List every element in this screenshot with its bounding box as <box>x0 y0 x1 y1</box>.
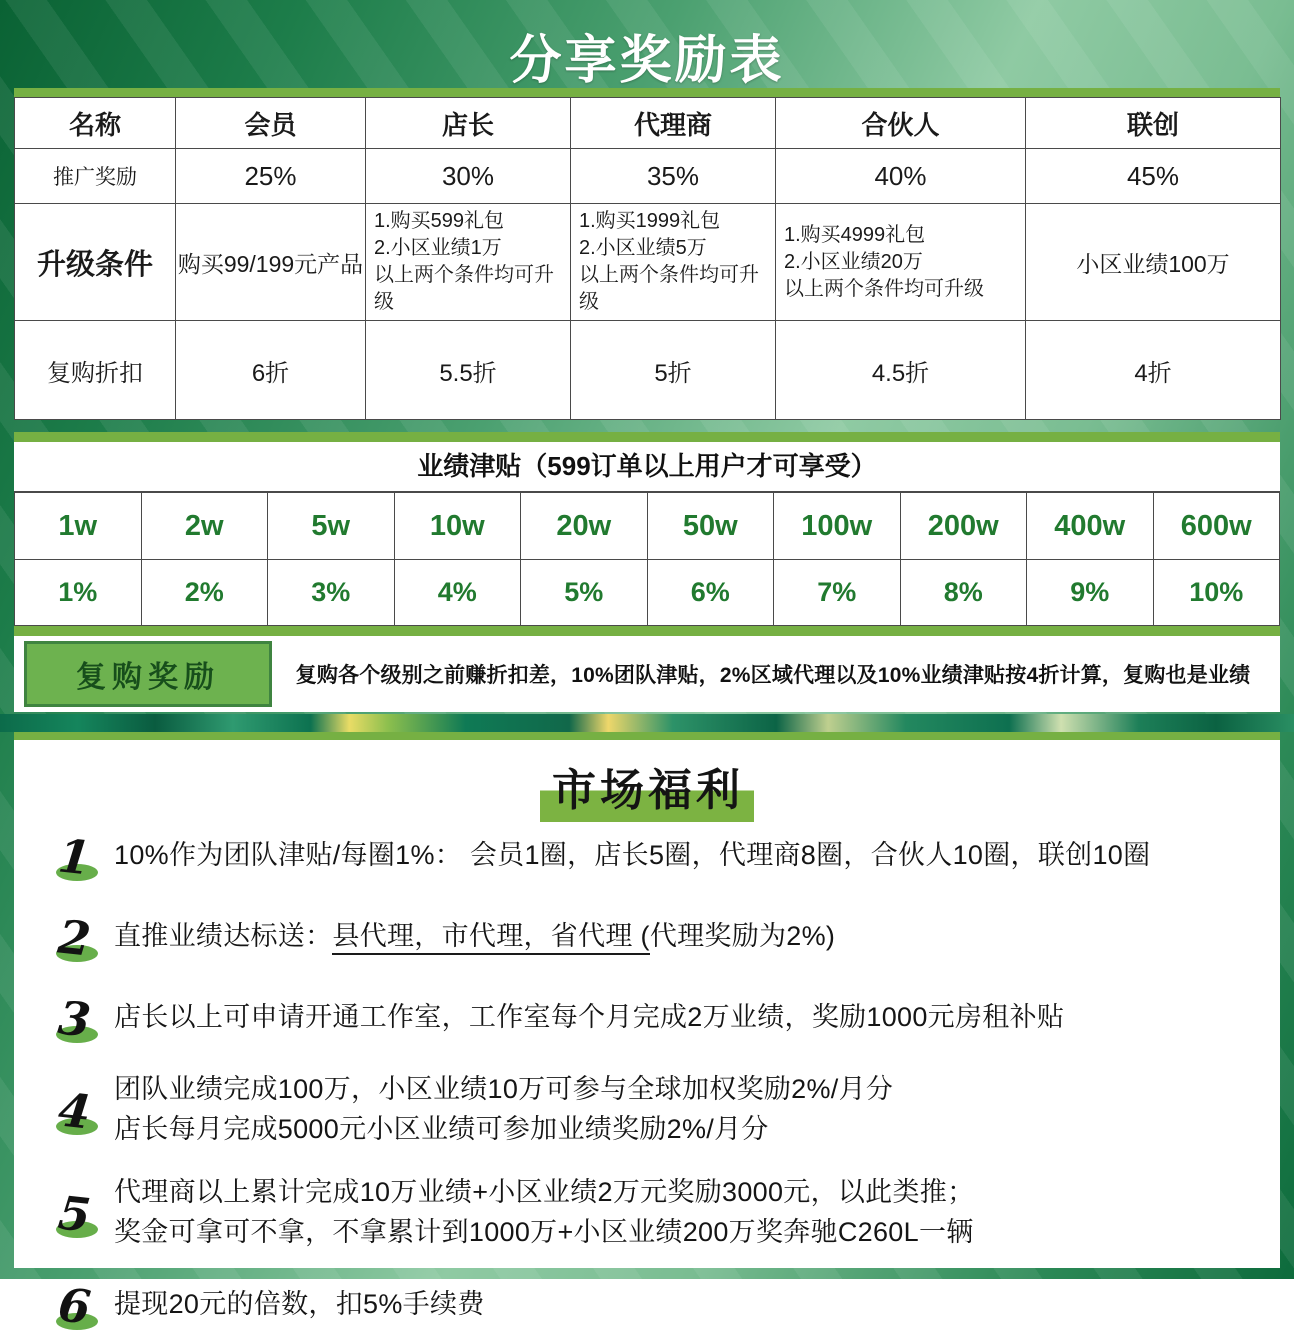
header-store-manager: 店长 <box>366 98 571 149</box>
item-text <box>114 1172 974 1252</box>
rate-cell: 3% <box>268 560 395 626</box>
tier-cell: 20w <box>521 493 648 560</box>
upgrade-partner <box>776 204 1026 321</box>
rate-cell: 6% <box>647 560 774 626</box>
rate-cell: 9% <box>1027 560 1154 626</box>
upgrade-line: 1.购买4999礼包 <box>784 223 926 246</box>
item-number: 3 <box>55 990 94 1048</box>
accent-bar <box>14 432 1280 442</box>
header-partner: 合伙人 <box>776 98 1026 149</box>
number-5-icon <box>54 1183 100 1241</box>
header-name: 名称 <box>15 98 176 149</box>
promo-reward-row <box>15 149 1281 204</box>
upgrade-cofounder: 小区业绩100万 <box>1026 204 1281 321</box>
tier-cell: 2w <box>141 493 268 560</box>
number-2-icon <box>54 907 100 965</box>
upgrade-line: 2.小区业绩1万 <box>374 237 502 259</box>
allowance-rate-row <box>15 560 1280 626</box>
item-text-line: 奖金可拿可不拿，不拿累计到1000万+小区业绩200万奖奔驰C260L一辆 <box>114 1217 974 1247</box>
item-text-line: 团队业绩完成100万，小区业绩10万可参与全球加权奖励2%/月分 <box>114 1074 894 1104</box>
item-text-line: 店长每月完成5000元小区业绩可参加业绩奖励2%/月分 <box>114 1114 769 1144</box>
upgrade-line: 2.小区业绩5万 <box>579 237 707 259</box>
allowance-table <box>14 492 1280 626</box>
upgrade-member: 购买99/199元产品 <box>176 204 366 321</box>
tier-cell: 10w <box>394 493 521 560</box>
discount-row-label: 复购折扣 <box>15 321 176 420</box>
item-text-line: 代理商以上累计完成10万业绩+小区业绩2万元奖励3000元，以此类推； <box>114 1177 975 1207</box>
item-text: 10%作为团队津贴/每圈1%： 会员1圈，店长5圈，代理商8圈，合伙人10圈，联创10圈 <box>114 840 1151 870</box>
header-cofounder: 联创 <box>1026 98 1281 149</box>
item-number: 2 <box>55 909 94 967</box>
tier-cell: 600w <box>1153 493 1280 560</box>
rate-cell: 1% <box>15 560 142 626</box>
rate-cell: 10% <box>1153 560 1280 626</box>
upgrade-line: 1.购买1999礼包 <box>579 210 721 232</box>
item-number: 4 <box>55 1082 94 1140</box>
item-number: 1 <box>55 828 94 886</box>
rank-table-header-row <box>15 98 1281 149</box>
promo-row-label: 推广奖励 <box>15 149 176 204</box>
rate-cell: 7% <box>774 560 901 626</box>
promo-cofounder: 45% <box>1026 149 1281 204</box>
tier-cell: 200w <box>900 493 1027 560</box>
upgrade-store-manager <box>366 204 571 321</box>
repurchase-discount-row <box>15 321 1281 420</box>
item-text: 店长以上可申请开通工作室，工作室每个月完成2万业绩，奖励1000元房租补贴 <box>114 1002 1065 1032</box>
rank-table-panel <box>14 88 1280 420</box>
number-4-icon <box>54 1080 100 1138</box>
page-title: 分享奖励表 <box>509 32 785 90</box>
rate-cell: 4% <box>394 560 521 626</box>
number-1-icon <box>54 826 100 884</box>
item-text <box>114 916 835 956</box>
allowance-tier-row <box>15 493 1280 560</box>
promo-agent: 35% <box>571 149 776 204</box>
repurchase-description: 复购各个级别之前赚折扣差，10%团队津贴，2%区域代理以及10%业绩津贴按4折计算，复购也是业绩 <box>295 664 1251 687</box>
market-benefit-list <box>14 812 1280 1333</box>
allowance-title: 业绩津贴（599订单以上用户才可享受） <box>14 442 1280 492</box>
discount-store-manager: 5.5折 <box>366 321 571 420</box>
item-text-prefix: 直推业绩达标送： <box>114 921 333 951</box>
list-item-4 <box>54 1069 1250 1149</box>
list-item-1 <box>54 826 1250 884</box>
market-title-wrap <box>14 740 1280 815</box>
number-6-icon <box>54 1275 100 1333</box>
header-member: 会员 <box>176 98 366 149</box>
discount-member: 6折 <box>176 321 366 420</box>
item-number: 6 <box>55 1277 94 1335</box>
photo-strip <box>0 714 1294 732</box>
divider-bar <box>14 626 1280 636</box>
promo-store-manager: 30% <box>366 149 571 204</box>
list-item-6 <box>54 1275 1250 1333</box>
accent-bar <box>14 732 1280 740</box>
item-number: 5 <box>55 1185 94 1243</box>
item-text <box>114 1069 893 1149</box>
market-benefits-panel <box>14 732 1280 1335</box>
header-agent: 代理商 <box>571 98 776 149</box>
rate-cell: 5% <box>521 560 648 626</box>
list-item-3 <box>54 988 1250 1046</box>
upgrade-condition-row <box>15 204 1281 321</box>
discount-partner: 4.5折 <box>776 321 1026 420</box>
rate-cell: 2% <box>141 560 268 626</box>
tier-cell: 50w <box>647 493 774 560</box>
tier-cell: 1w <box>15 493 142 560</box>
tier-cell: 5w <box>268 493 395 560</box>
discount-cofounder: 4折 <box>1026 321 1281 420</box>
item-text: 提现20元的倍数，扣5%手续费 <box>114 1289 485 1319</box>
promo-member: 25% <box>176 149 366 204</box>
allowance-panel <box>14 432 1280 712</box>
discount-agent: 5折 <box>571 321 776 420</box>
item-text-underlined: 县代理，市代理，省代理 ( <box>332 921 649 955</box>
repurchase-badge: 复购奖励 <box>24 641 272 707</box>
market-title: 市场福利 <box>540 754 754 822</box>
upgrade-line: 以上两个条件均可升级 <box>784 277 984 300</box>
item-text-suffix: 代理奖励为2%) <box>649 921 836 951</box>
upgrade-line: 以上两个条件均可升级 <box>374 264 554 313</box>
rank-table <box>14 97 1281 420</box>
upgrade-line: 1.购买599礼包 <box>374 210 505 232</box>
tier-cell: 100w <box>774 493 901 560</box>
upgrade-line: 以上两个条件均可升级 <box>579 264 759 313</box>
list-item-5 <box>54 1172 1250 1252</box>
rate-cell: 8% <box>900 560 1027 626</box>
upgrade-agent <box>571 204 776 321</box>
upgrade-line: 2.小区业绩20万 <box>784 250 923 273</box>
number-3-icon <box>54 988 100 1046</box>
tier-cell: 400w <box>1027 493 1154 560</box>
promo-partner: 40% <box>776 149 1026 204</box>
upgrade-row-label: 升级条件 <box>15 204 176 321</box>
repurchase-reward-row <box>14 636 1280 712</box>
list-item-2 <box>54 907 1250 965</box>
